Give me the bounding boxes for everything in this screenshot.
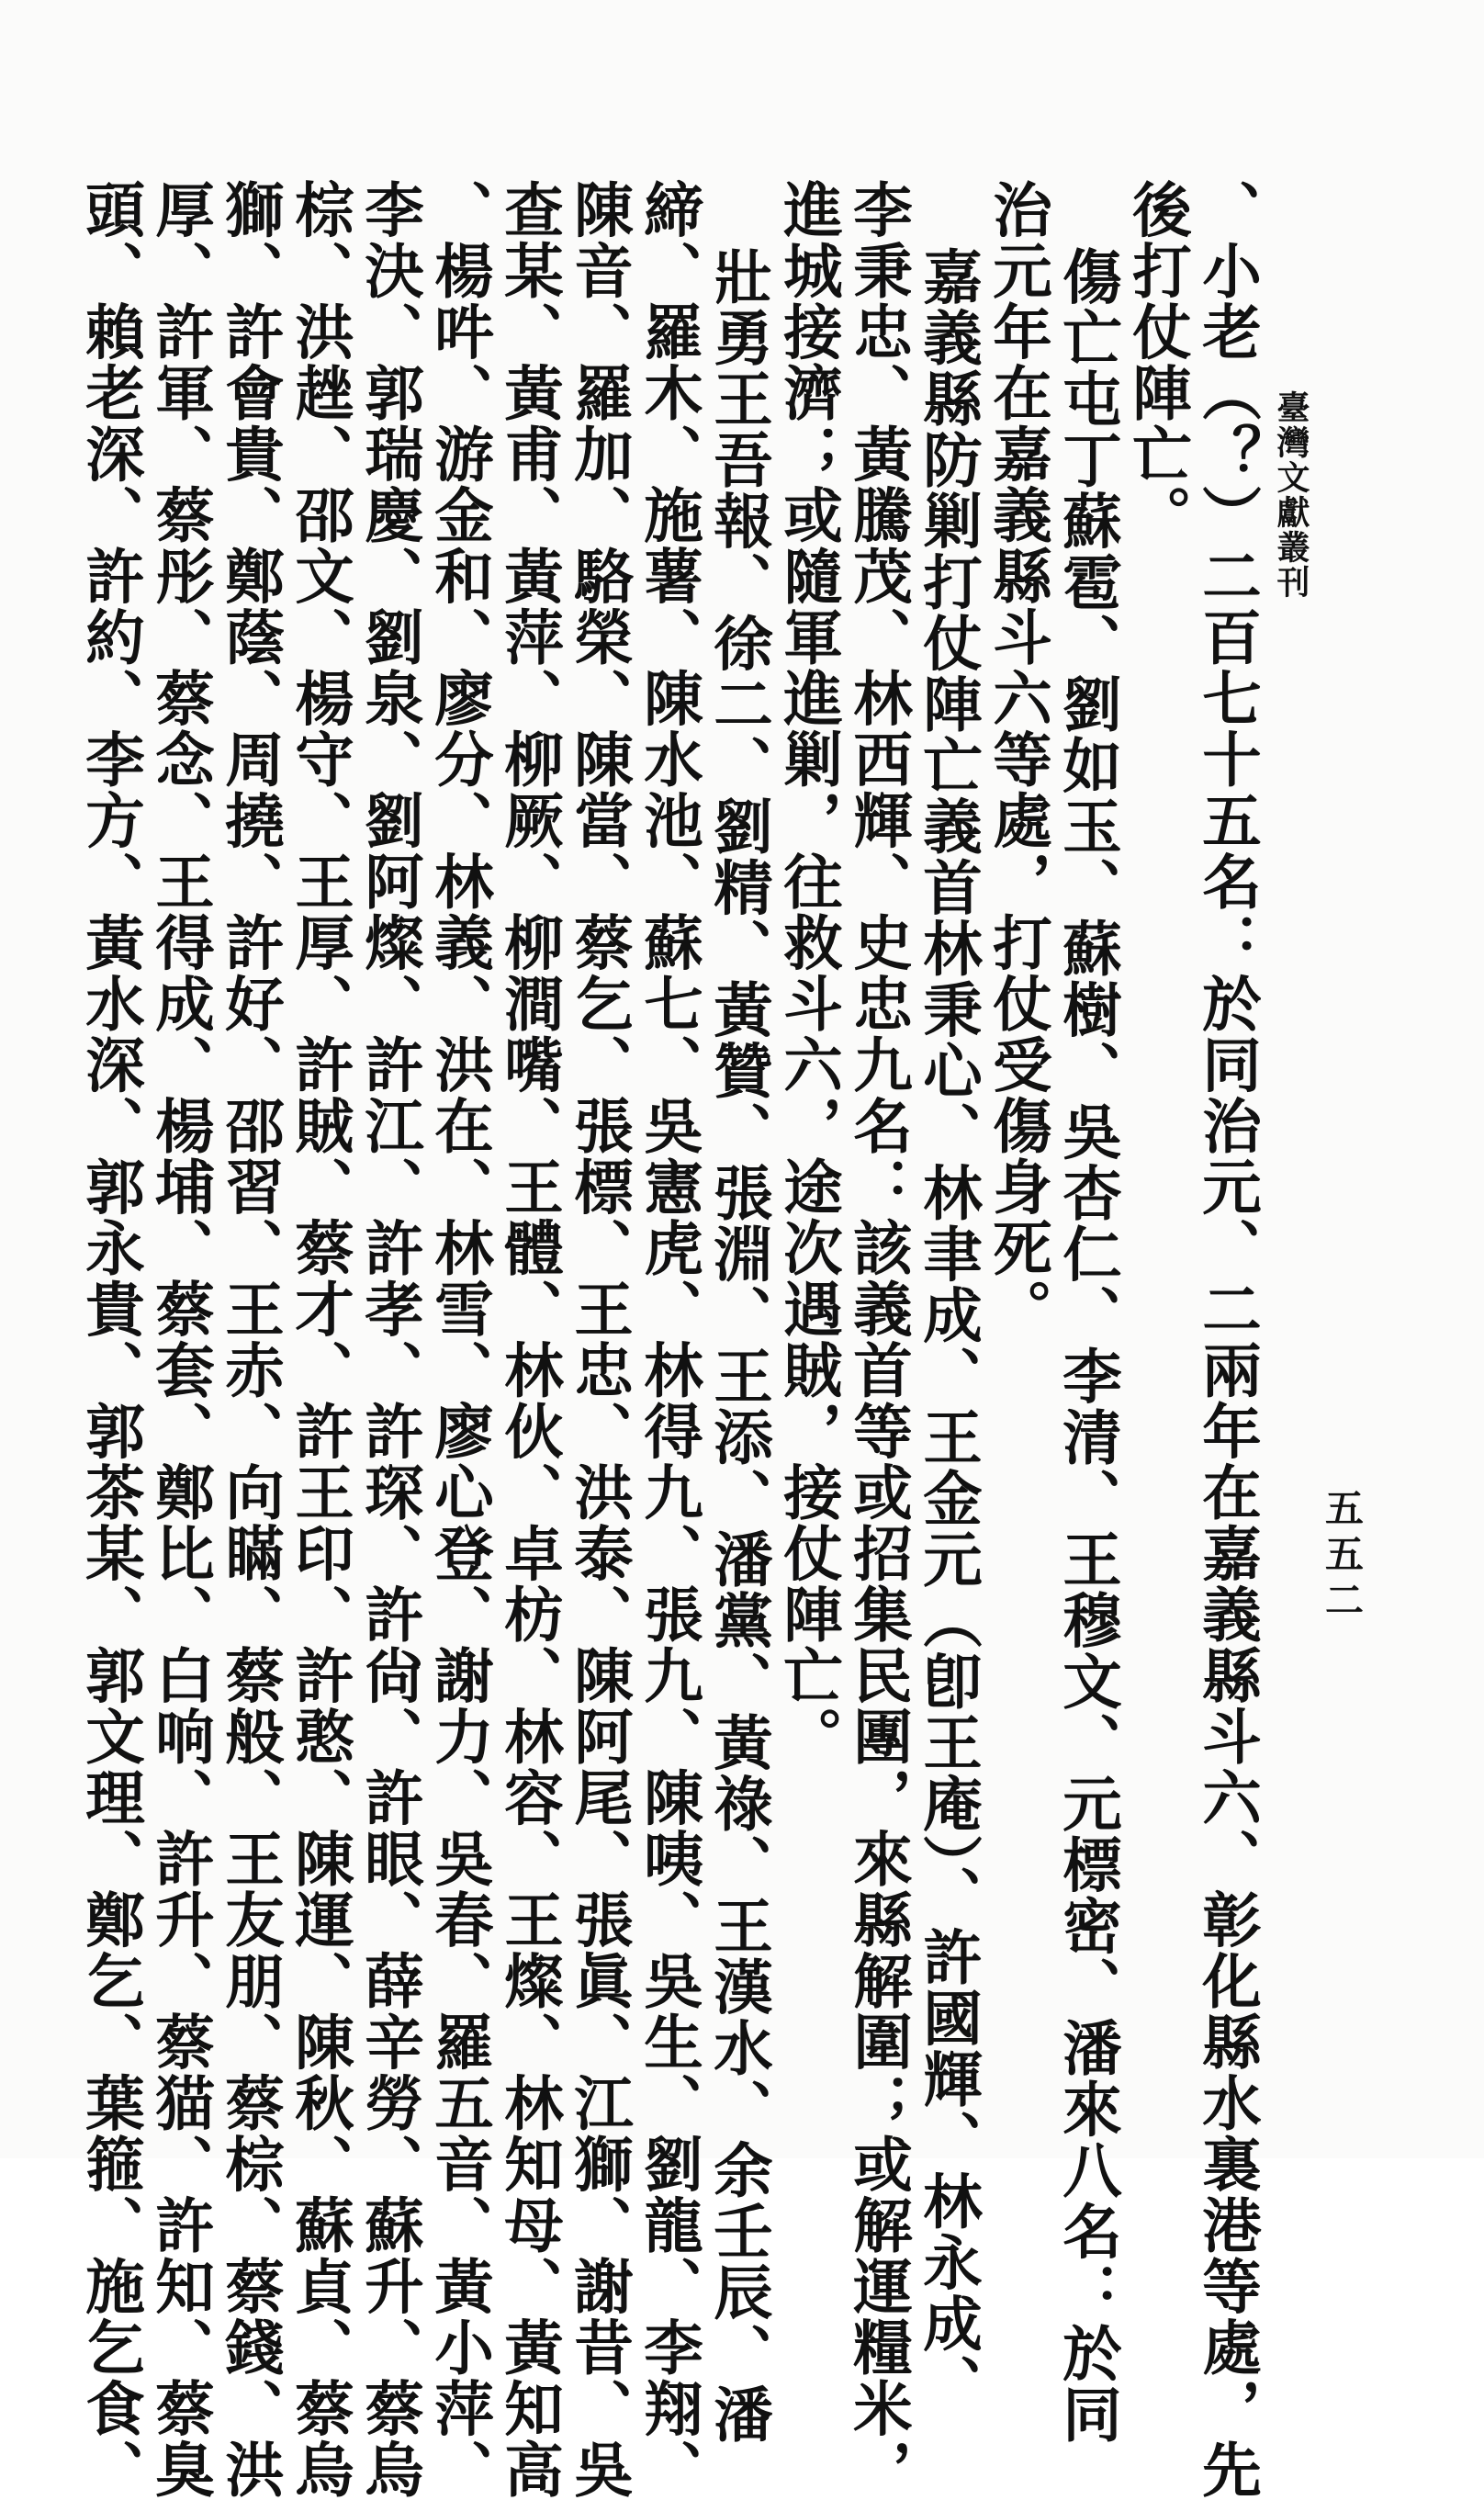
text-column: 締、羅木、施薯、陳水池、蘇七、吳憲虎、林得九、張九、陳咦、吳生、劉龍、李翔、 xyxy=(634,179,704,2500)
text-column: 、楊吽、游金和、廖分、林義、洪在、林雪、廖心登、謝力、吳春、羅五音、黃小萍、 xyxy=(424,179,495,2500)
text-column: 查某、黃甫、黃萍、柳厥、柳澗嘴、王體、林伙、卓枋、林容、王燦、林知母、黃知高 xyxy=(494,179,565,2500)
text-column: 治元年在嘉義縣斗六等處，打仗受傷身死。 xyxy=(983,179,1053,1340)
text-column: 李秉忠、黃騰茂、林西輝、史忠九名：該義首等或招集民團，來縣解圍；或解運糧米， xyxy=(843,179,914,2500)
text-column: 棕、洪趖、邵文、楊守、王厚、許賊、蔡才、許王印、許憨、陳運、陳秋、蘇貞、蔡烏 xyxy=(285,179,355,2500)
text-column: 李決、郭瑞慶、劉泉、劉阿燦、許江、許孝、許琛、許尙、許眼、薛辛勞、蘇升、蔡烏 xyxy=(354,179,425,2500)
text-column: 進城接濟；或隨軍進剿，往救斗六，途次遇賊，接仗陣亡。 xyxy=(773,179,844,1767)
text-column: 、小老（？）二百七十五名：於同治元、二兩年在嘉義縣斗六、彰化縣水裏港等處，先 xyxy=(1192,179,1263,2500)
text-column: 壯勇王吾報、徐二、劉精、黃贊、張淵、王添、潘黨、黃祿、王漢水、余壬辰、潘 xyxy=(703,246,774,2445)
text-column: 嘉義縣防剿打仗陣亡義首林秉心、林聿成、王金元（卽王庵）、許國輝、林永成、 xyxy=(913,246,984,2416)
text-column: 傷亡屯丁蘇雹、劉如玉、蘇樹、吳杏仁、李清、王穆文、元標密、潘來八名：於同 xyxy=(1052,246,1123,2445)
text-column: 厚、許軍、蔡彤、蔡念、王得成、楊埔、蔡套、鄭比、白响、許升、蔡猫、許知、蔡臭 xyxy=(145,179,216,2500)
text-column: 陳音、羅加、駱榮、陳當、蔡乞、張標、王忠、洪泰、陳阿尾、張眞、江獅、謝昔、吳 xyxy=(564,179,635,2500)
book-title: 臺灣文獻叢刊 xyxy=(1272,390,1310,600)
page-number: 五五二 xyxy=(1320,1488,1365,1626)
text-column: 後打仗陣亡。 xyxy=(1122,179,1193,546)
text-column: 頭、賴老深、許約、李方、黃水深、郭永貴、郭茶某、郭文理、鄭乞、葉箍、施乞食、 xyxy=(75,179,146,2500)
text-column: 獅、許會貴、鄭蔭、周撓、許好、邵習、王赤、向瞞、蔡般、王友朋、蔡棕、蔡錢、洪 xyxy=(215,179,286,2500)
